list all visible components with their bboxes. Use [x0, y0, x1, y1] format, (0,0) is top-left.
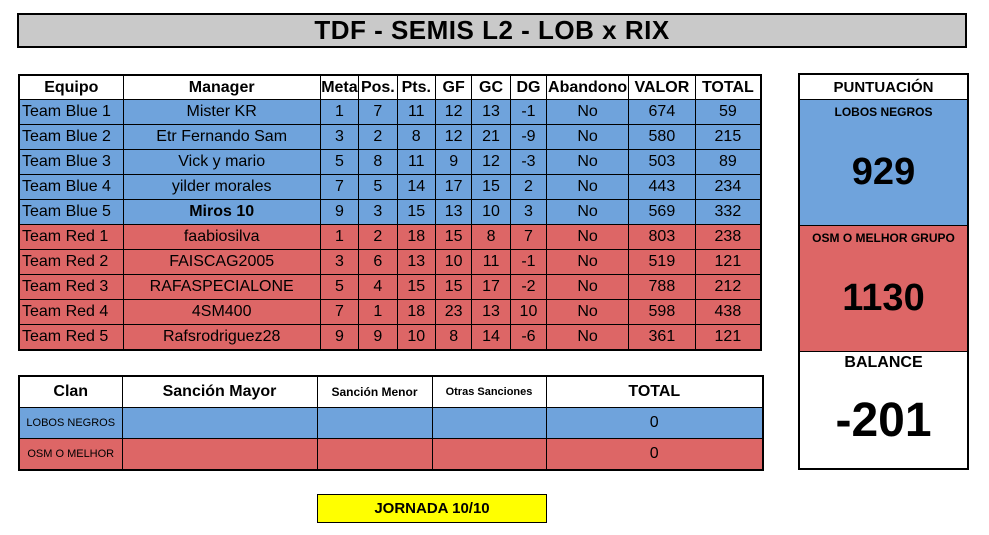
pts-cell: 15	[397, 200, 435, 225]
col-header-dg: DG	[510, 75, 546, 100]
pts-cell: 8	[397, 125, 435, 150]
equipo-cell: Team Blue 5	[19, 200, 123, 225]
valor-cell: 598	[629, 300, 696, 325]
pts-cell: 11	[397, 150, 435, 175]
gc-cell: 15	[472, 175, 510, 200]
manager-cell: Mister KR	[123, 100, 320, 125]
equipo-cell: Team Blue 2	[19, 125, 123, 150]
gc-cell: 11	[472, 250, 510, 275]
abandono-cell: No	[547, 250, 629, 275]
dg-cell: 10	[510, 300, 546, 325]
pos-cell: 2	[359, 225, 397, 250]
gf-cell: 10	[435, 250, 471, 275]
meta-cell: 7	[320, 300, 358, 325]
abandono-cell: No	[547, 300, 629, 325]
sanctions-header-row	[19, 376, 763, 408]
pos-cell: 3	[359, 200, 397, 225]
valor-cell: 361	[629, 325, 696, 351]
col-header-clan: Clan	[19, 376, 122, 408]
sancion-menor-cell	[317, 439, 432, 471]
pos-cell: 5	[359, 175, 397, 200]
col-header-total: TOTAL	[695, 75, 761, 100]
equipo-cell: Team Blue 4	[19, 175, 123, 200]
sancion-mayor-cell	[122, 439, 317, 471]
manager-cell: FAISCAG2005	[123, 250, 320, 275]
equipo-cell: Team Blue 3	[19, 150, 123, 175]
abandono-cell: No	[547, 225, 629, 250]
dg-cell: -2	[510, 275, 546, 300]
total-cell: 438	[695, 300, 761, 325]
dg-cell: -3	[510, 150, 546, 175]
gf-cell: 12	[435, 125, 471, 150]
valor-cell: 788	[629, 275, 696, 300]
col-header-sancion-menor: Sanción Menor	[317, 376, 432, 408]
gf-cell: 15	[435, 275, 471, 300]
col-header-sanctions-total: TOTAL	[546, 376, 763, 408]
results-table	[18, 74, 762, 351]
equipo-cell: Team Blue 1	[19, 100, 123, 125]
meta-cell: 5	[320, 275, 358, 300]
col-header-equipo: Equipo	[19, 75, 123, 100]
gc-cell: 8	[472, 225, 510, 250]
equipo-cell: Team Red 5	[19, 325, 123, 351]
page-title: TDF - SEMIS L2 - LOB x RIX	[17, 13, 967, 48]
sanctions-row-osm	[19, 439, 763, 471]
valor-cell: 503	[629, 150, 696, 175]
gf-cell: 13	[435, 200, 471, 225]
gc-cell: 12	[472, 150, 510, 175]
gc-cell: 13	[472, 300, 510, 325]
col-header-sancion-mayor: Sanción Mayor	[122, 376, 317, 408]
gc-cell: 17	[472, 275, 510, 300]
table-row	[19, 225, 761, 250]
dg-cell: -1	[510, 100, 546, 125]
valor-cell: 580	[629, 125, 696, 150]
table-row	[19, 300, 761, 325]
gf-cell: 23	[435, 300, 471, 325]
total-cell: 89	[695, 150, 761, 175]
team1-label: LOBOS NEGROS	[834, 105, 933, 119]
sanctions-row-lobos	[19, 408, 763, 439]
team1-score-box	[800, 100, 967, 226]
score-header: PUNTUACIÓN	[800, 75, 967, 100]
meta-cell: 5	[320, 150, 358, 175]
pts-cell: 11	[397, 100, 435, 125]
abandono-cell: No	[547, 150, 629, 175]
table-row	[19, 325, 761, 351]
total-cell: 59	[695, 100, 761, 125]
meta-cell: 7	[320, 175, 358, 200]
valor-cell: 519	[629, 250, 696, 275]
abandono-cell: No	[547, 200, 629, 225]
abandono-cell: No	[547, 175, 629, 200]
meta-cell: 1	[320, 100, 358, 125]
meta-cell: 3	[320, 250, 358, 275]
balance-box	[800, 352, 967, 468]
table-row	[19, 250, 761, 275]
valor-cell: 803	[629, 225, 696, 250]
table-row	[19, 100, 761, 125]
table-row	[19, 125, 761, 150]
dg-cell: -9	[510, 125, 546, 150]
gf-cell: 15	[435, 225, 471, 250]
dg-cell: 7	[510, 225, 546, 250]
team2-score: 1130	[842, 276, 925, 319]
otras-sanciones-cell	[432, 439, 546, 471]
dg-cell: 3	[510, 200, 546, 225]
gc-cell: 10	[472, 200, 510, 225]
pts-cell: 18	[397, 300, 435, 325]
dg-cell: -1	[510, 250, 546, 275]
meta-cell: 9	[320, 200, 358, 225]
total-cell: 121	[695, 325, 761, 351]
pos-cell: 4	[359, 275, 397, 300]
meta-cell: 1	[320, 225, 358, 250]
pts-cell: 15	[397, 275, 435, 300]
table-row	[19, 150, 761, 175]
total-cell: 121	[695, 250, 761, 275]
dg-cell: -6	[510, 325, 546, 351]
pts-cell: 18	[397, 225, 435, 250]
pos-cell: 6	[359, 250, 397, 275]
table-row	[19, 200, 761, 225]
otras-sanciones-cell	[432, 408, 546, 439]
score-panel	[798, 73, 969, 470]
equipo-cell: Team Red 2	[19, 250, 123, 275]
abandono-cell: No	[547, 100, 629, 125]
total-cell: 212	[695, 275, 761, 300]
manager-cell: yilder morales	[123, 175, 320, 200]
sanctions-total-cell: 0	[546, 408, 763, 439]
gf-cell: 17	[435, 175, 471, 200]
team1-score: 929	[851, 150, 916, 193]
pos-cell: 1	[359, 300, 397, 325]
meta-cell: 3	[320, 125, 358, 150]
pts-cell: 13	[397, 250, 435, 275]
pos-cell: 2	[359, 125, 397, 150]
col-header-manager: Manager	[123, 75, 320, 100]
col-header-gf: GF	[435, 75, 471, 100]
total-cell: 238	[695, 225, 761, 250]
sancion-mayor-cell	[122, 408, 317, 439]
meta-cell: 9	[320, 325, 358, 351]
manager-cell: Vick y mario	[123, 150, 320, 175]
sanctions-total-cell: 0	[546, 439, 763, 471]
col-header-abandono: Abandono	[547, 75, 629, 100]
col-header-meta: Meta	[320, 75, 358, 100]
gc-cell: 21	[472, 125, 510, 150]
gf-cell: 12	[435, 100, 471, 125]
gc-cell: 13	[472, 100, 510, 125]
clan-name: LOBOS NEGROS	[19, 408, 122, 439]
manager-cell: Etr Fernando Sam	[123, 125, 320, 150]
gf-cell: 8	[435, 325, 471, 351]
abandono-cell: No	[547, 325, 629, 351]
pos-cell: 9	[359, 325, 397, 351]
pts-cell: 10	[397, 325, 435, 351]
valor-cell: 569	[629, 200, 696, 225]
col-header-valor: VALOR	[629, 75, 696, 100]
dg-cell: 2	[510, 175, 546, 200]
abandono-cell: No	[547, 275, 629, 300]
col-header-otras-sanciones: Otras Sanciones	[432, 376, 546, 408]
sancion-menor-cell	[317, 408, 432, 439]
total-cell: 332	[695, 200, 761, 225]
gc-cell: 14	[472, 325, 510, 351]
manager-cell: Rafsrodriguez28	[123, 325, 320, 351]
jornada-label: JORNADA 10/10	[317, 494, 547, 523]
team2-score-box	[800, 226, 967, 352]
balance-value: -201	[835, 393, 932, 447]
abandono-cell: No	[547, 125, 629, 150]
table-header-row	[19, 75, 761, 100]
manager-cell: Miros 10	[123, 200, 320, 225]
gf-cell: 9	[435, 150, 471, 175]
table-row	[19, 175, 761, 200]
total-cell: 234	[695, 175, 761, 200]
valor-cell: 674	[629, 100, 696, 125]
clan-name: OSM O MELHOR	[19, 439, 122, 471]
pos-cell: 7	[359, 100, 397, 125]
col-header-pts: Pts.	[397, 75, 435, 100]
pts-cell: 14	[397, 175, 435, 200]
manager-cell: faabiosilva	[123, 225, 320, 250]
sanctions-table	[18, 375, 764, 471]
table-row	[19, 275, 761, 300]
valor-cell: 443	[629, 175, 696, 200]
pos-cell: 8	[359, 150, 397, 175]
equipo-cell: Team Red 4	[19, 300, 123, 325]
team2-label: OSM O MELHOR GRUPO	[812, 231, 955, 245]
manager-cell: RAFASPECIALONE	[123, 275, 320, 300]
col-header-pos: Pos.	[359, 75, 397, 100]
total-cell: 215	[695, 125, 761, 150]
equipo-cell: Team Red 1	[19, 225, 123, 250]
manager-cell: 4SM400	[123, 300, 320, 325]
col-header-gc: GC	[472, 75, 510, 100]
equipo-cell: Team Red 3	[19, 275, 123, 300]
balance-label: BALANCE	[844, 354, 923, 371]
